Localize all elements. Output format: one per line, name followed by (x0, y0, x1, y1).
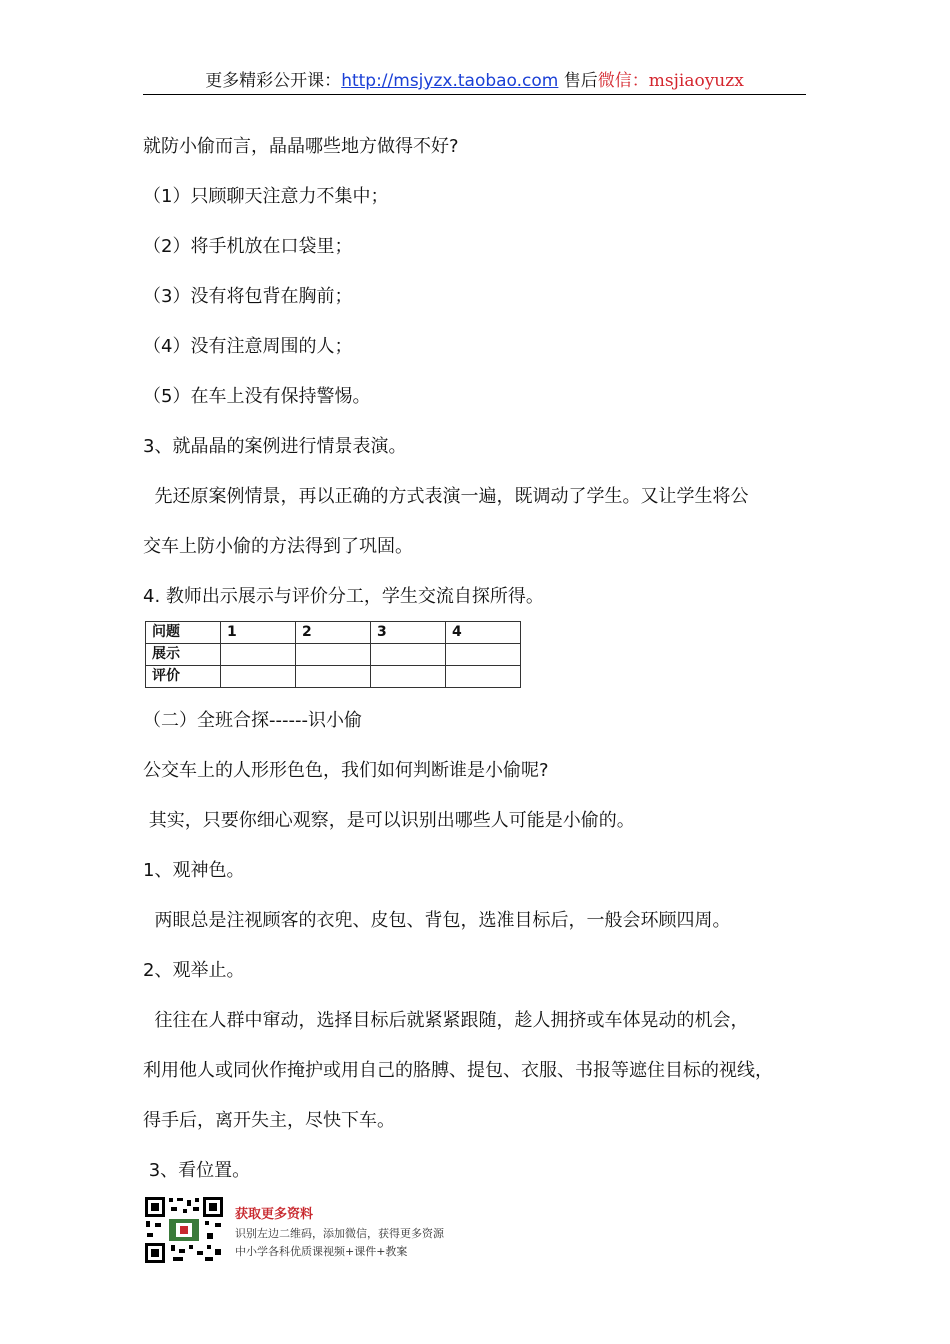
text-line: 公交车上的人形形色色，我们如何判断谁是小偷呢? (143, 760, 549, 781)
table-cell: 4 (446, 622, 521, 644)
table-cell: 问题 (146, 622, 221, 644)
text-line: 得手后，离开失主，尽快下车。 (143, 1110, 395, 1131)
table-cell (371, 666, 446, 688)
text-line: 其实，只要你细心观察，是可以识别出哪些人可能是小偷的。 (143, 810, 635, 831)
qr-code-icon[interactable] (143, 1195, 225, 1265)
table-row (146, 666, 521, 688)
footer-promo (143, 1195, 473, 1267)
text-line: 就防小偷而言，晶晶哪些地方做得不好? (143, 136, 459, 157)
table-cell (221, 644, 296, 666)
table-cell: 评价 (146, 666, 221, 688)
text-line: （4）没有注意周围的人； (143, 336, 353, 357)
assignment-table (145, 621, 521, 688)
header-weixin: 微信： (597, 71, 649, 91)
table-cell (446, 644, 521, 666)
text-line: 交车上防小偷的方法得到了巩固。 (143, 536, 413, 557)
table-cell: 1 (221, 622, 296, 644)
text-line: （5）在车上没有保持警惕。 (143, 386, 371, 407)
table-cell (371, 644, 446, 666)
header-prefix: 更多精彩公开课： (205, 71, 342, 91)
page-header (143, 68, 806, 95)
text-line: 1、观神色。 (143, 860, 245, 881)
footer-line-1: 识别左边二维码，添加微信，获得更多资源 (235, 1227, 444, 1240)
text-line: （二）全班合探------识小偷 (143, 710, 362, 731)
table-cell: 展示 (146, 644, 221, 666)
text-line: （1）只顾聊天注意力不集中； (143, 186, 389, 207)
text-line: 2、观举止。 (143, 960, 245, 981)
text-line: 先还原案例情景，再以正确的方式表演一遍，既调动了学生。又让学生将公 (143, 486, 749, 507)
table-cell (296, 644, 371, 666)
text-line: 往往在人群中窜动，选择目标后就紧紧跟随，趁人拥挤或车体晃动的机会， (143, 1010, 749, 1031)
header-account: msjiaoyuzx (648, 71, 744, 91)
text-line: （3）没有将包背在胸前； (143, 286, 353, 307)
text-line: （2）将手机放在口袋里； (143, 236, 353, 257)
header-link[interactable]: http://msjyzx.taobao.com (341, 71, 559, 91)
text-line: 利用他人或同伙作掩护或用自己的胳膊、提包、衣服、书报等遮住目标的视线， (143, 1060, 773, 1081)
table-row (146, 644, 521, 666)
table-cell (221, 666, 296, 688)
table-cell (296, 666, 371, 688)
text-line: 两眼总是注视顾客的衣兜、皮包、背包，选准目标后，一般会环顾四周。 (143, 910, 731, 931)
header-middle: 售后 (558, 71, 598, 91)
table-row (146, 622, 521, 644)
table-cell: 3 (371, 622, 446, 644)
text-line: 3、就晶晶的案例进行情景表演。 (143, 436, 407, 457)
footer-line-2: 中小学各科优质课视频+课件+教案 (235, 1245, 408, 1258)
text-line: 4. 教师出示展示与评价分工，学生交流自探所得。 (143, 586, 544, 607)
table-cell (446, 666, 521, 688)
footer-title: 获取更多资料 (235, 1207, 314, 1222)
table-cell: 2 (296, 622, 371, 644)
text-line: 3、看位置。 (143, 1160, 251, 1181)
